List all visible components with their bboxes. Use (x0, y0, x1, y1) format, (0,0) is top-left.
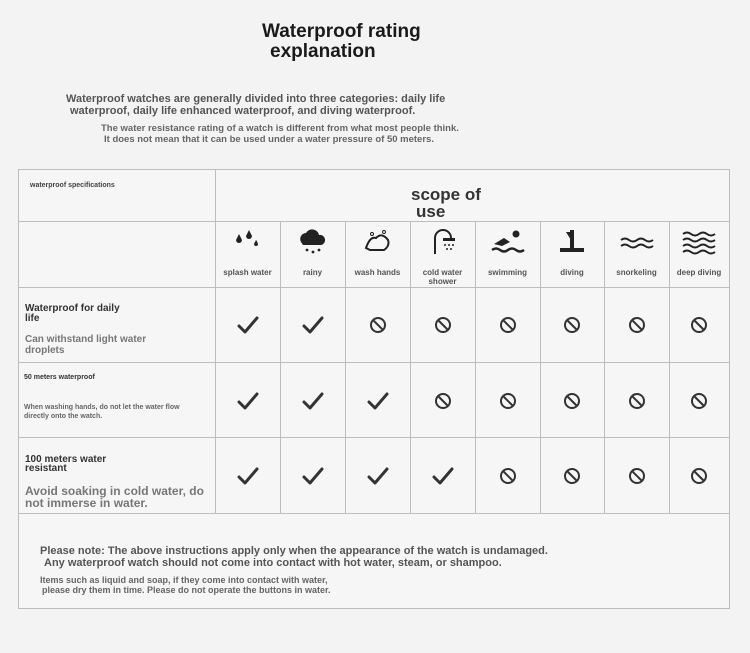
title (262, 22, 421, 62)
prohibited-icon (560, 464, 584, 488)
prohibited-icon (560, 389, 584, 413)
intro-line-2: waterproof, daily life enhanced waterproof, and diving waterproof. (70, 105, 416, 117)
rating-table (18, 169, 730, 609)
wash-hands-icon (358, 226, 398, 256)
prohibited-icon (687, 464, 711, 488)
rain-cloud-icon (293, 226, 333, 256)
column-label: splash water (223, 268, 272, 277)
grid-line (669, 221, 670, 513)
prohibited-icon (625, 313, 649, 337)
prohibited-icon (496, 464, 520, 488)
prohibited-icon (687, 389, 711, 413)
footer-notes (40, 545, 548, 595)
row-3-desc-text: Avoid soaking in cold water, do not immerse in water. (25, 484, 204, 510)
grid-line (604, 221, 605, 513)
footer-line-1: Please note: The above instructions apply only when the appearance of the watch is undamaged. (40, 545, 548, 557)
row-1-desc-text: Can withstand light water droplets (25, 334, 147, 356)
row-3-title (25, 455, 125, 473)
swimmer-icon (488, 226, 528, 256)
title-line-2: explanation (270, 41, 376, 62)
grid-line (345, 221, 346, 513)
grid-line (19, 221, 729, 222)
prohibited-icon (687, 313, 711, 337)
grid-line (19, 287, 729, 288)
column-label: rainy (302, 268, 323, 277)
prohibited-icon (366, 313, 390, 337)
check-icon (236, 464, 260, 488)
row-1-title-text: Waterproof for daily life (25, 303, 120, 324)
footer-line-2: Any waterproof watch should not come into contact with hot water, steam, or shampoo. (44, 557, 502, 569)
footer-line-3: Items such as liquid and soap, if they come into contact with water, (40, 575, 328, 585)
title-line-1: Waterproof rating (262, 21, 421, 42)
grid-line (19, 437, 729, 438)
grid-line (280, 221, 281, 513)
prohibited-icon (431, 313, 455, 337)
splash-icon (228, 226, 268, 256)
row-2-title (24, 374, 95, 381)
spec-header: waterproof specifications (30, 182, 115, 189)
check-icon (236, 389, 260, 413)
pressure-note-line-2: It does not mean that it can be used under a water pressure of 50 meters. (104, 134, 434, 145)
check-icon (366, 464, 390, 488)
check-icon (236, 313, 260, 337)
footer-line-4: please dry them in time. Please do not operate the buttons in water. (42, 585, 331, 595)
row-1-desc (25, 334, 149, 356)
row-2-title-text: 50 meters waterproof (24, 374, 95, 381)
row-2-desc (24, 403, 194, 421)
column-label: diving (560, 268, 584, 277)
intro-line-1: Waterproof watches are generally divided into three categories: daily life (66, 93, 446, 105)
prohibited-icon (496, 389, 520, 413)
column-label: snorkeling (616, 268, 657, 277)
pressure-note-line-1: The water resistance rating of a watch is different from what most people think. (101, 123, 459, 134)
grid-line (19, 362, 729, 363)
diving-icon (552, 226, 592, 256)
scope-header-line-1: scope of (411, 185, 481, 204)
scope-header (411, 186, 481, 220)
prohibited-icon (625, 464, 649, 488)
column-label: cold water shower (422, 268, 463, 286)
check-icon (301, 313, 325, 337)
row-3-title-text: 100 meters water resistant (25, 454, 107, 474)
check-icon (366, 389, 390, 413)
row-3-desc (25, 485, 215, 509)
deep-waves-icon (679, 226, 719, 256)
column-label: wash hands (354, 268, 401, 277)
prohibited-icon (625, 389, 649, 413)
row-2-desc-text: When washing hands, do not let the water flow directly onto the watch. (24, 404, 180, 420)
check-icon (301, 389, 325, 413)
grid-line (410, 221, 411, 513)
scope-header-line-2: use (416, 202, 446, 221)
grid-line (215, 170, 216, 513)
grid-line (540, 221, 541, 513)
grid-line (475, 221, 476, 513)
shower-icon (423, 226, 463, 256)
prohibited-icon (431, 389, 455, 413)
prohibited-icon (560, 313, 584, 337)
pressure-note (101, 123, 459, 145)
check-icon (431, 464, 455, 488)
column-label: swimming (487, 268, 528, 277)
intro-text (66, 93, 445, 117)
check-icon (301, 464, 325, 488)
prohibited-icon (496, 313, 520, 337)
row-1-title (25, 304, 121, 324)
grid-line (19, 513, 729, 514)
column-label: deep diving (676, 268, 722, 277)
waves-icon (617, 226, 657, 256)
